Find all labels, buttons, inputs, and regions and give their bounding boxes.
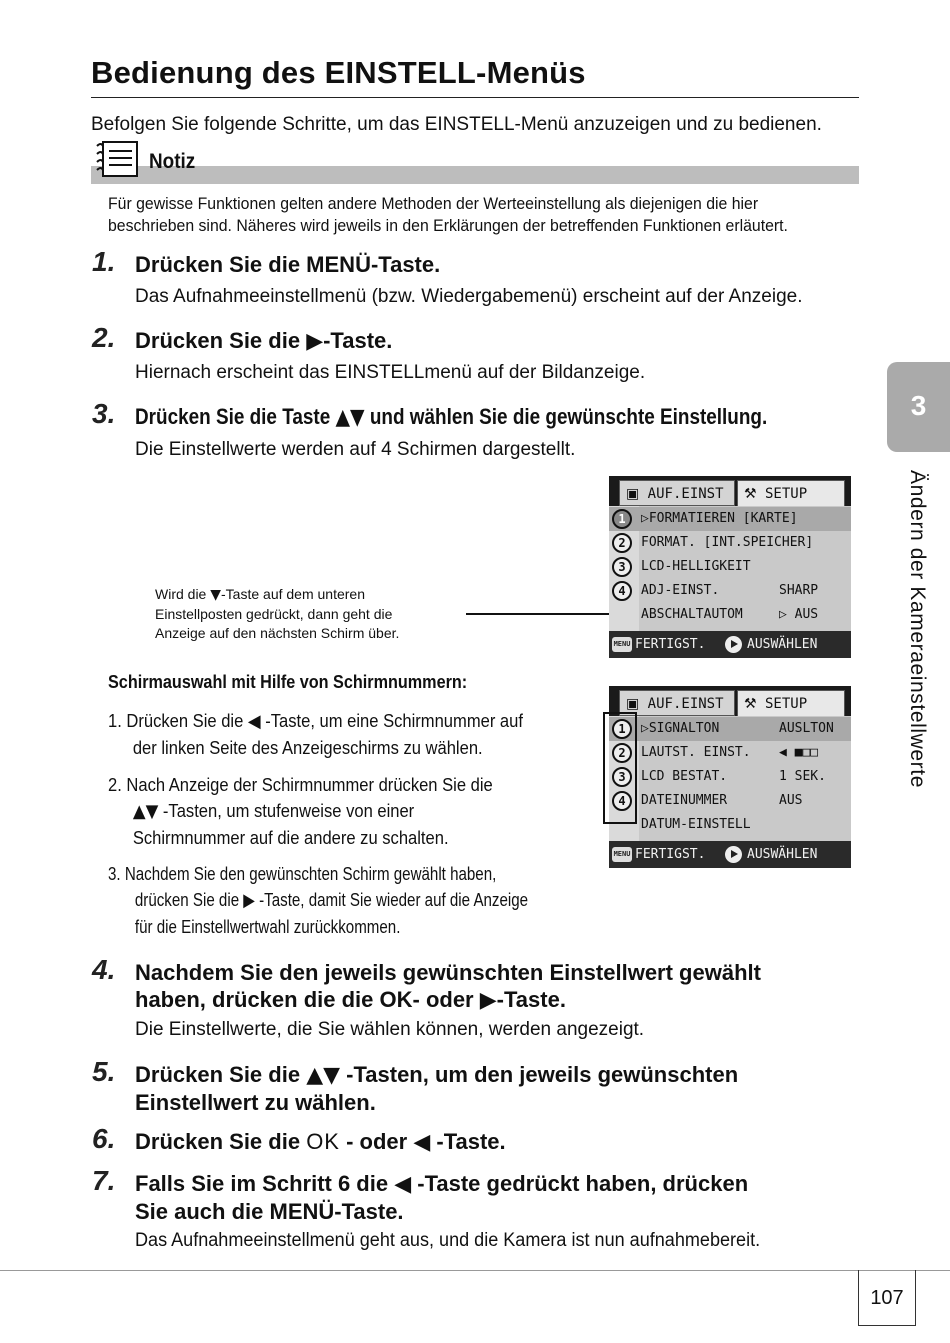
right-button-icon — [725, 636, 742, 653]
step-description: Die Einstellwerte werden auf 4 Schirmen dargestellt. — [135, 439, 576, 460]
down-arrow-icon: ▼ — [210, 587, 222, 603]
screen-number-3: 3 — [612, 767, 632, 787]
step-number: 1. — [92, 246, 116, 277]
subsection-title: Schirmauswahl mit Hilfe von Schirmnummern: — [108, 672, 468, 692]
up-down-arrow-icon: ▲▼ — [335, 405, 365, 430]
menu-row: 2 LAUTST. EINST. ◀ ■□□ — [609, 741, 851, 765]
chapter-number: 3 — [910, 390, 927, 421]
up-down-arrow-icon: ▲▼ — [132, 801, 159, 822]
screen-number-1: 1 — [612, 719, 632, 739]
step-number: 4. — [92, 954, 116, 985]
step-heading: Drücken Sie die OK - oder ◀ -Taste. — [135, 1129, 506, 1155]
tab-setup: ⚒ SETUP — [737, 690, 845, 716]
menu-row: DATUM-EINSTELL — [641, 817, 751, 832]
step-number: 2. — [92, 322, 116, 353]
menu-row: 1 ▷SIGNALTON AUSLTON — [609, 717, 851, 741]
callout-text: Wird die ▼-Taste auf dem unteren Einstellposten gedrückt, dann geht die Anzeige auf den nächsten Schirm über. — [155, 586, 400, 641]
step-number: 7. — [92, 1165, 116, 1196]
list-item: 1. Drücken Sie die ◀ -Taste, um eine Schirmnummer auf der linken Seite des Anzeigeschirms zu wählen. — [108, 711, 523, 758]
left-arrow-icon: ◀ — [394, 1172, 412, 1197]
step-number: 5. — [92, 1056, 116, 1087]
wrench-icon: ⚒ — [744, 696, 757, 712]
camera-setup-screen-1 — [609, 476, 851, 658]
screen-footer: MENU FERTIGST. AUSWÄHLEN — [609, 631, 851, 658]
camera-icon: ▣ — [626, 486, 640, 502]
tab-auf-einst: ▣ AUF.EINST — [619, 690, 735, 716]
screen-number-4: 4 — [612, 581, 632, 601]
tab-setup: ⚒ SETUP — [737, 480, 845, 506]
note-label: Notiz — [149, 150, 196, 173]
note-text: Für gewisse Funktionen gelten andere Methoden der Werteeinstellung als diejenigen die hier beschrieben sind. Näheres wird jeweils in den Erklärungen der betreffenden Funktionen erläutert. — [108, 194, 788, 235]
screen-number-1: 1 — [612, 509, 632, 529]
step-description: Hiernach erscheint das EINSTELLmenü auf der Bildanzeige. — [135, 362, 646, 383]
step-heading: Drücken Sie die MENÜ-Taste. — [135, 252, 441, 277]
wrench-icon: ⚒ — [744, 486, 757, 502]
right-arrow-icon: ▶ — [243, 890, 255, 911]
left-arrow-icon: ◀ — [413, 1130, 431, 1155]
camera-setup-screen-2 — [609, 686, 851, 868]
menu-button-icon: MENU — [612, 847, 632, 862]
right-button-icon — [725, 846, 742, 863]
list-item: 3. Nachdem Sie den gewünschten Schirm gewählt haben, drücken Sie die ▶ -Taste, damit Sie wieder auf die Anzeige für die Einstellwertwahl zurückkommen. — [108, 864, 529, 937]
left-arrow-icon: ◀ — [247, 711, 261, 732]
step-heading: Drücken Sie die ▲▼ -Tasten, um den jeweils gewünschten Einstellwert zu wählen. — [135, 1062, 739, 1115]
up-down-arrow-icon: ▲▼ — [306, 1063, 341, 1088]
screen-footer: MENU FERTIGST. AUSWÄHLEN — [609, 841, 851, 868]
page-number: 107 — [870, 1287, 904, 1309]
page-title: Bedienung des EINSTELL-Menüs — [91, 55, 586, 90]
title-divider — [91, 97, 859, 98]
step-number: 3. — [92, 398, 116, 429]
note-bar — [91, 166, 859, 184]
callout-leader-line — [466, 613, 618, 615]
step-heading: Drücken Sie die Taste ▲▼ und wählen Sie die gewünschte Einstellung. — [135, 404, 768, 430]
screen-menu — [609, 506, 851, 631]
screen-tabs — [609, 476, 851, 506]
menu-row: 2 FORMAT. [INT.SPEICHER] — [609, 531, 851, 555]
screen-number-highlight-box — [603, 712, 637, 824]
step-heading: Falls Sie im Schritt 6 die ◀ -Taste gedrückt haben, drücken Sie auch die MENÜ-Taste. — [135, 1171, 749, 1224]
menu-row: 1 ▷FORMATIEREN [KARTE] — [609, 507, 851, 531]
screen-number-2: 2 — [612, 533, 632, 553]
list-item: 2. Nach Anzeige der Schirmnummer drücken Sie die ▲▼ -Tasten, um stufenweise von einer Schirmnummer auf die andere zu schalten. — [108, 775, 493, 848]
right-arrow-icon: ▶ — [306, 329, 324, 354]
menu-row: 3 LCD-HELLIGKEIT — [609, 555, 851, 579]
ok-button-label: OK — [306, 1129, 340, 1154]
footer-divider — [0, 1270, 950, 1271]
step-heading: Drücken Sie die ▶-Taste. — [135, 328, 393, 354]
right-arrow-icon: ▶ — [479, 988, 497, 1013]
step-number: 6. — [92, 1123, 116, 1154]
notepad-icon — [95, 140, 143, 180]
tab-auf-einst: ▣ AUF.EINST — [619, 480, 735, 506]
screen-menu — [609, 716, 851, 841]
menu-row: 4 ADJ-EINST. SHARP — [609, 579, 851, 603]
chapter-title: Ändern der Kameraeinstellwerte — [906, 470, 929, 788]
step-description: Das Aufnahmeeinstellmenü geht aus, und die Kamera ist nun aufnahmebereit. — [135, 1230, 761, 1251]
menu-row: 3 LCD BESTAT. 1 SEK. — [609, 765, 851, 789]
screen-number-4: 4 — [612, 791, 632, 811]
menu-row: 4 DATEINUMMER AUS — [609, 789, 851, 813]
menu-row: ABSCHALTAUTOM ▷ AUS — [641, 607, 819, 622]
step-description: Die Einstellwerte, die Sie wählen können, werden angezeigt. — [135, 1019, 645, 1040]
step-description: Das Aufnahmeeinstellmenü (bzw. Wiedergabemenü) erscheint auf der Anzeige. — [135, 286, 803, 307]
camera-icon: ▣ — [626, 696, 640, 712]
intro-text: Befolgen Sie folgende Schritte, um das EINSTELL-Menü anzuzeigen und zu bedienen. — [91, 114, 822, 135]
screen-tabs — [609, 686, 851, 716]
menu-button-icon: MENU — [612, 637, 632, 652]
screen-number-2: 2 — [612, 743, 632, 763]
step-heading: Nachdem Sie den jeweils gewünschten Einstellwert gewählt haben, drücken die die OK- oder ▶-Taste. — [135, 960, 761, 1013]
screen-number-3: 3 — [612, 557, 632, 577]
